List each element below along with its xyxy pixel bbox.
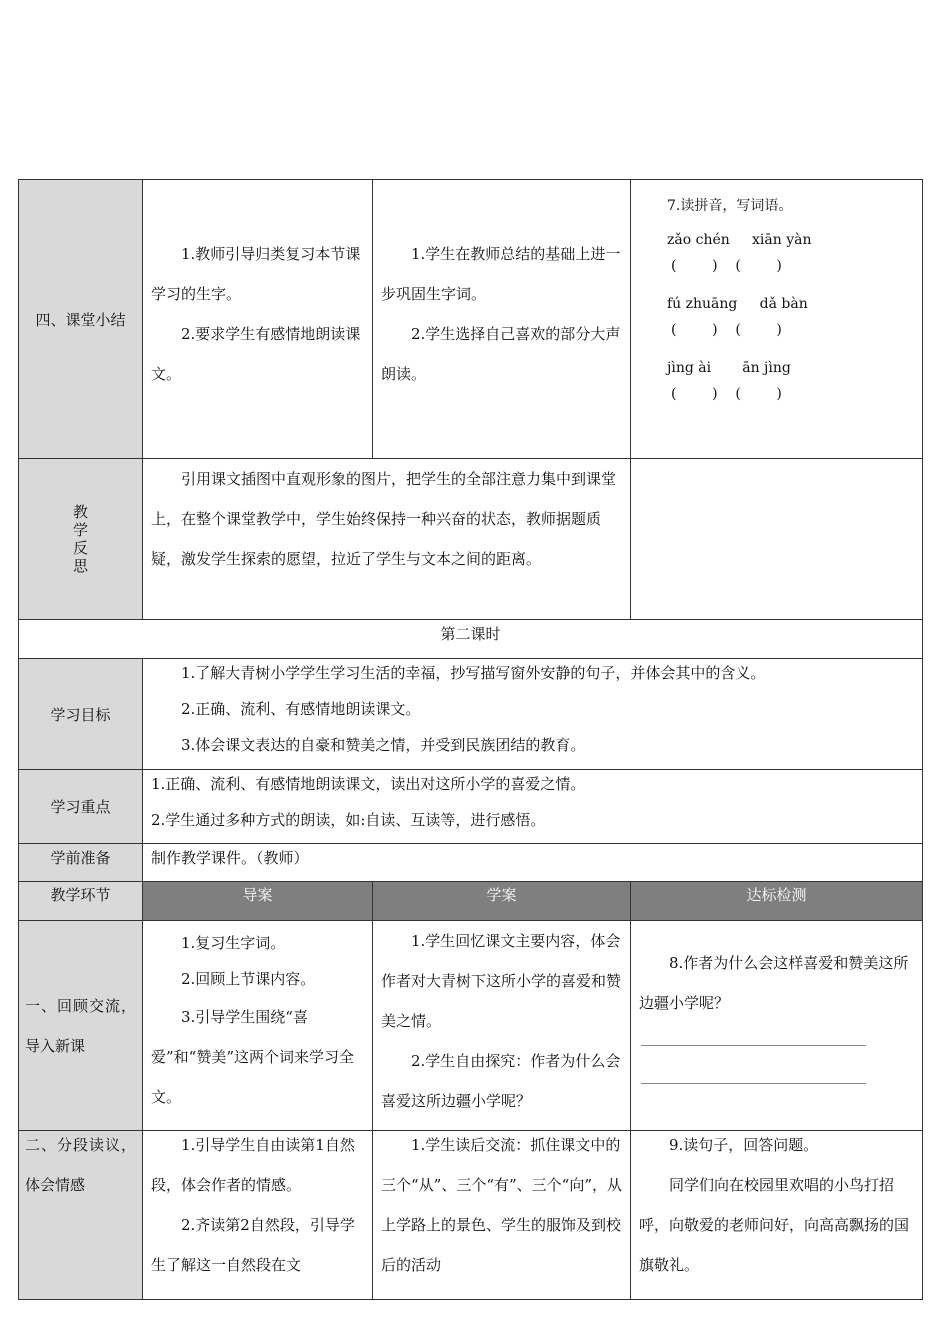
reflection-empty-cell	[630, 458, 923, 620]
reflection-text-cell	[142, 458, 631, 620]
focus-label: 学习重点	[50, 798, 111, 816]
header-check-cell	[630, 881, 923, 921]
student-cell-review	[372, 920, 631, 1131]
teacher-step: 1.教师引导归类复习本节课学习的生字。	[151, 245, 361, 303]
teacher-cell-reading	[142, 1130, 373, 1300]
student-step: 1.学生在教师总结的基础上进一步巩固生字词。	[381, 245, 621, 303]
answer-line	[641, 1083, 866, 1084]
exercise-title: 9.读句子，回答问题。	[669, 1136, 819, 1154]
stage-label: 二、分段读议，体会情感	[25, 1136, 136, 1194]
reflection-label: 教学反思	[72, 503, 88, 575]
stage-cell-reading	[18, 1130, 143, 1300]
header-guide: 导案	[242, 886, 273, 904]
goals-cell	[142, 658, 923, 770]
check-cell-review	[630, 920, 923, 1131]
goal-item: 3.体会课文表达的自豪和赞美之情，并受到民族团结的教育。	[181, 736, 586, 754]
teacher-step: 2.要求学生有感情地朗读课文。	[151, 325, 361, 383]
teacher-step: 1.引导学生自由读第1自然段，体会作者的情感。	[151, 1136, 355, 1194]
goals-label: 学习目标	[50, 705, 111, 724]
stage-label: 四、课堂小结	[35, 310, 126, 329]
teacher-step: 1.复习生字词。	[181, 934, 286, 952]
exercise-title: 7.读拼音，写词语。	[667, 198, 793, 214]
teacher-step: 3.引导学生围绕“喜爱”和“赞美”这两个词来学习全文。	[151, 1008, 355, 1106]
teacher-step: 2.齐读第2自然段，引导学生了解这一自然段在文	[151, 1216, 355, 1274]
stage-label: 一、回顾交流，导入新课	[25, 996, 136, 1055]
pinyin-word: fú zhuāng	[667, 296, 738, 312]
student-step: 2.学生选择自己喜欢的部分大声朗读。	[381, 325, 621, 383]
lesson-title: 第二课时	[440, 625, 501, 643]
student-step: 1.学生回忆课文主要内容，体会作者对大青树下这所小学的喜爱和赞美之情。	[381, 932, 622, 1030]
teacher-cell-summary	[142, 179, 373, 459]
header-study: 学案	[486, 886, 517, 904]
focus-label-cell	[18, 769, 143, 844]
stage-cell-review	[18, 920, 143, 1131]
student-cell-summary	[372, 179, 631, 459]
check-cell-reading	[630, 1130, 923, 1300]
goals-label-cell	[18, 658, 143, 770]
prep-text: 制作教学课件。（教师）	[151, 849, 309, 867]
pinyin-word: jìng ài	[667, 360, 712, 376]
header-stage: 教学环节	[50, 886, 111, 904]
header-check: 达标检测	[746, 886, 807, 904]
pinyin-word: zǎo chén	[667, 232, 730, 248]
header-stage-cell	[18, 881, 143, 921]
pinyin-word: xiān yàn	[752, 232, 812, 248]
teacher-cell-review	[142, 920, 373, 1131]
prep-label-cell	[18, 843, 143, 882]
goal-item: 1.了解大青树小学学生学习生活的幸福，抄写描写窗外安静的句子，并体会其中的含义。	[181, 664, 766, 682]
focus-item: 2.学生通过多种方式的朗读，如:自读、互读等，进行感悟。	[151, 811, 546, 829]
stage-cell-summary	[18, 179, 143, 459]
check-cell-summary	[630, 179, 923, 459]
prep-cell	[142, 843, 923, 882]
answer-blank: ( ) ( )	[671, 258, 782, 274]
prep-label: 学前准备	[50, 849, 111, 867]
answer-line	[641, 1045, 866, 1046]
lesson-title-cell	[18, 619, 923, 659]
exercise-question: 8.作者为什么会这样喜爱和赞美这所边疆小学呢？	[639, 954, 909, 1012]
student-cell-reading	[372, 1130, 631, 1300]
pinyin-row	[631, 294, 922, 340]
answer-blank: ( ) ( )	[671, 322, 782, 338]
answer-blank: ( ) ( )	[671, 386, 782, 402]
pinyin-row	[631, 358, 922, 404]
header-study-cell	[372, 881, 631, 921]
exercise-passage: 同学们向在校园里欢唱的小鸟打招呼，向敬爱的老师问好，向高高飘扬的国旗敬礼。	[639, 1176, 910, 1274]
reflection-text: 引用课文插图中直观形象的图片，把学生的全部注意力集中到课堂上，在整个课堂教学中，学生始终保持一种兴奋的状态，教师据题质疑，激发学生探索的愿望，拉近了学生与文本之间的距离。	[151, 470, 617, 568]
student-step: 1.学生读后交流：抓住课文中的三个“从”、三个“有”、三个“向”，从上学路上的景色、学生的服饰及到校后的活动	[381, 1136, 623, 1274]
focus-item: 1.正确、流利、有感情地朗读课文，读出对这所小学的喜爱之情。	[151, 775, 586, 793]
pinyin-word: ān jìng	[742, 360, 791, 376]
lesson-plan-table	[18, 179, 923, 1300]
header-guide-cell	[142, 881, 373, 921]
reflection-label-cell	[18, 458, 143, 620]
focus-cell	[142, 769, 923, 844]
student-step: 2.学生自由探究：作者为什么会喜爱这所边疆小学呢？	[381, 1052, 621, 1110]
pinyin-row	[631, 230, 922, 276]
goal-item: 2.正确、流利、有感情地朗读课文。	[181, 700, 421, 718]
teacher-step: 2.回顾上节课内容。	[181, 970, 316, 988]
pinyin-word: dǎ bàn	[759, 296, 808, 312]
